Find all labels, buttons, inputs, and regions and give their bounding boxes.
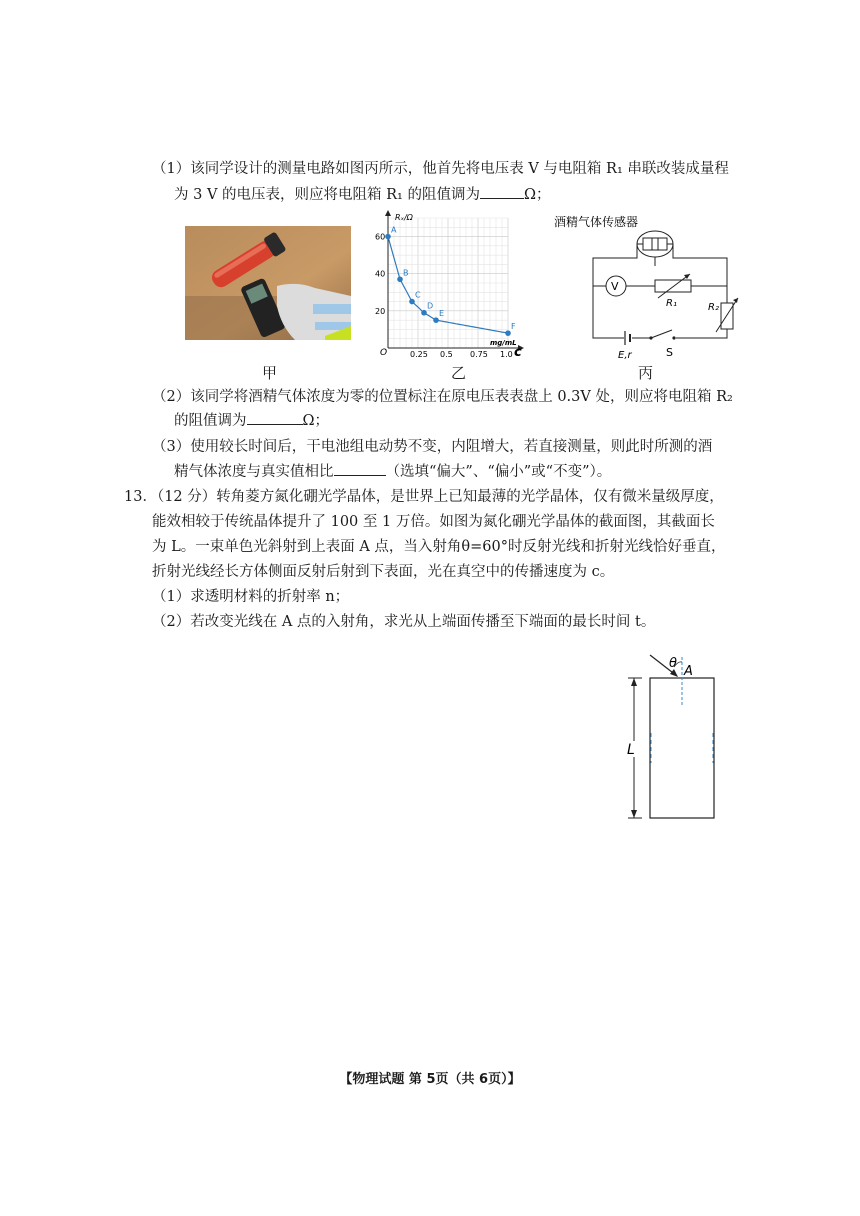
point-a-label: A (684, 664, 693, 679)
data-point-label: C (415, 290, 421, 300)
y-tick-label: 40 (375, 269, 386, 279)
q12-part2-unit: Ω； (302, 413, 330, 429)
data-point-label: D (427, 301, 434, 311)
q12-part1-text: 为 3 V 的电压表，则应将电阻箱 R₁ 的阻值调为 (174, 187, 480, 203)
data-point-label: A (391, 225, 397, 235)
battery-label: E,r (618, 350, 632, 361)
r1-label: R₁ (666, 298, 677, 309)
q12-part3-line2 (174, 461, 611, 483)
data-point-c (409, 299, 415, 305)
q12-part1-line1: （1）该同学设计的测量电路如图丙所示，他首先将电压表 V 与电阻箱 R₁ 串联改装成量程 (152, 161, 729, 177)
alcohol-sensor-icon (637, 231, 673, 257)
q12-part3-options: （选填“偏大”、“偏小”或“不变”）。 (385, 464, 612, 480)
crystal-cross-section-diagram (620, 645, 730, 825)
q13-sub1: （1）求透明材料的折射率 n； (152, 589, 350, 605)
q13-line4: 折射光线经长方体侧面反射后射到下表面，光在真空中的传播速度为 c。 (152, 564, 615, 580)
x-tick-label: 0.25 (410, 350, 428, 358)
x-tick-label: 0.5 (440, 350, 453, 358)
resistor-r2-icon (721, 303, 733, 329)
switch-label: S (666, 346, 673, 359)
caption-yi: 乙 (451, 364, 467, 382)
origin-label: O (380, 348, 388, 358)
length-label: L (627, 742, 635, 758)
q13-sub2: （2）若改变光线在 A 点的入射角，求光从上端面传播至下端面的最长时间 t。 (152, 614, 656, 630)
caption-bing: 丙 (638, 364, 654, 382)
resistor-r1-icon (655, 280, 691, 292)
q12-part3-line1: （3）使用较长时间后，干电池组电动势不变，内阻增大，若直接测量，则此时所测的酒 (152, 439, 713, 455)
x-axis-symbol: c (514, 345, 522, 358)
q12-part1-unit: Ω； (523, 187, 551, 203)
theta-label: θ (669, 656, 677, 671)
data-point-label: E (439, 309, 445, 319)
data-point-label: F (511, 322, 516, 332)
y-tick-label: 60 (375, 232, 386, 242)
voltmeter-label: V (611, 280, 619, 293)
caption-jia: 甲 (262, 364, 278, 382)
answer-blank-concentration (334, 461, 386, 476)
answer-blank-r1 (480, 184, 524, 199)
data-point-e (433, 317, 439, 323)
y-axis-label: Rₓ/Ω (395, 213, 413, 222)
chart-grid (388, 218, 508, 348)
q12-part2-line1: （2）该同学将酒精气体浓度为零的位置标注在原电压表表盘上 0.3V 处，则应将电阻箱 R₂ (152, 389, 733, 405)
q12-part1-line2 (174, 184, 551, 206)
q12-part2-text: 的阻值调为 (174, 413, 247, 429)
x-unit-label: mg/mL (490, 339, 517, 347)
q12-part3-text: 精气体浓度与真实值相比 (174, 464, 334, 480)
q12-part2-line2 (174, 410, 329, 432)
data-point-label: B (403, 268, 409, 278)
data-point-f (505, 330, 511, 336)
q13-line1: 13．（12 分）转角菱方氮化硼光学晶体，是世界上已知最薄的光学晶体，仅有微米量级厚度， (124, 489, 724, 505)
y-axis-arrow (385, 210, 391, 216)
x-tick-label: 1.0 (500, 350, 513, 358)
q13-line3: 为 L。一束单色光斜射到上表面 A 点，当入射角θ=60°时反射光线和折射光线恰好垂直， (152, 539, 726, 555)
page-footer: 【物理试题 第 5页（共 6页）】 (339, 1072, 521, 1087)
data-point-a (385, 234, 391, 240)
answer-blank-r2 (247, 410, 303, 425)
q13-line2: 能效相较于传统晶体提升了 100 至 1 万倍。如图为氮化硼光学晶体的截面图，其截面长 (152, 514, 715, 530)
breathalyzer-photo (185, 226, 351, 340)
data-point-d (421, 310, 427, 316)
sensor-circuit-diagram (550, 208, 750, 363)
x-tick-label: 0.75 (470, 350, 488, 358)
y-tick-label: 20 (375, 306, 386, 316)
concentration-resistance-chart (368, 208, 532, 358)
data-point-b (397, 276, 403, 282)
sensor-label: 酒精气体传感器 (554, 215, 639, 229)
r2-label: R₂ (708, 302, 719, 313)
